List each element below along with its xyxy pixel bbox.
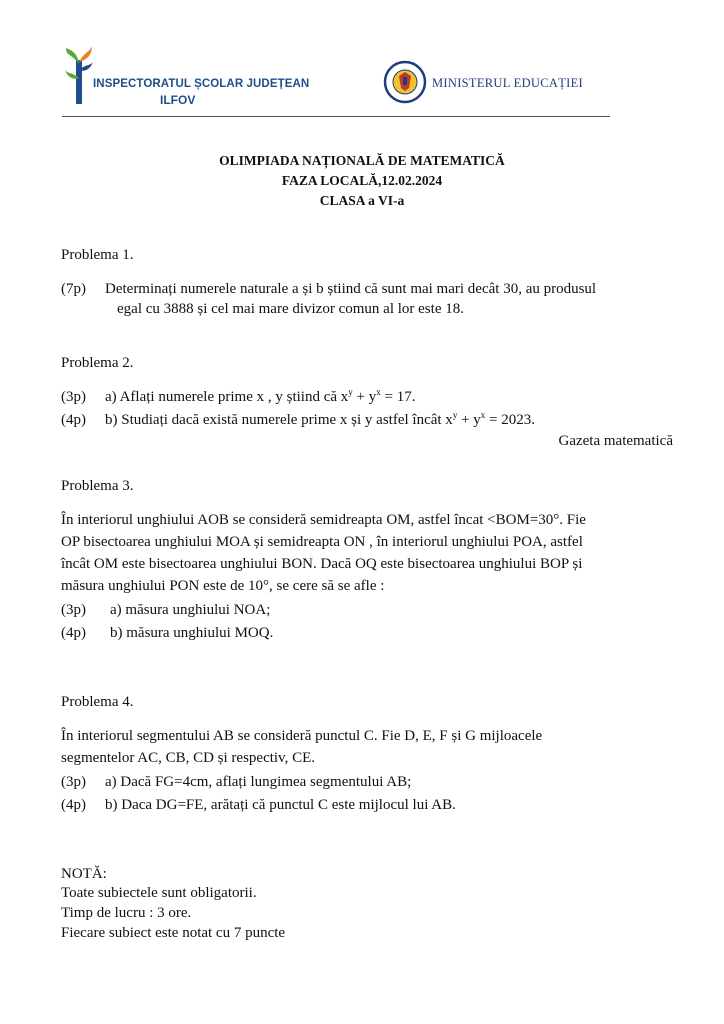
isj-name: INSPECTORATUL ȘCOLAR JUDEȚEAN <box>93 78 310 90</box>
problem-2b-text: b) Studiați dacă există numerele prime x și y astfel încât $x^y + y^x = 2023$. <box>105 410 535 428</box>
problem-2-source: Gazeta matematică <box>558 433 673 449</box>
government-seal-icon <box>383 60 427 104</box>
problem-3a-text: a) măsura unghiului NOA; <box>110 602 271 618</box>
problem-3b-text: b) măsura unghiului MOQ. <box>110 625 274 641</box>
problem-4-text-line2: segmentelor AC, CB, CD și respectiv, CE. <box>61 750 316 766</box>
note-heading: NOTĂ: <box>61 866 107 882</box>
problem-2a-text: a) Aflați numerele prime x , y știind că $x^y + y^x = 17$. <box>105 387 416 405</box>
problem-4a-text: a) Dacă FG=4cm, aflați lungimea segmentului AB; <box>105 774 412 790</box>
problem-2-heading: Problema 2. <box>61 355 134 371</box>
problem-4a-points: (3p) <box>61 774 86 790</box>
problem-1-points: (7p) <box>61 281 86 297</box>
problem-1-text-line2: egal cu 3888 și cel mai mare divizor comun al lor este 18. <box>117 301 464 317</box>
header-divider <box>62 116 610 117</box>
title-class: CLASA a VI-a <box>319 193 405 208</box>
problem-1-heading: Problema 1. <box>61 247 134 263</box>
problem-3-text-line3: încât OM este bisectoarea unghiului BON. Dacă OQ este bisectoarea unghiului BOP și <box>61 556 583 572</box>
title-phase: FAZA LOCALĂ,12.02.2024 <box>281 173 443 188</box>
note-line2: Timp de lucru : 3 ore. <box>61 905 192 921</box>
problem-4-text-line1: În interiorul segmentului AB se consideră punctul C. Fie D, E, F și G mijloacele <box>61 728 543 744</box>
problem-4b-points: (4p) <box>61 797 86 813</box>
problem-2a-points: (3p) <box>61 389 86 405</box>
problem-3-text-line2: OP bisectoarea unghiului MOA și semidreapta ON , în interiorul unghiului POA, astfel <box>61 534 583 550</box>
isj-logo-icon <box>64 46 94 106</box>
title-olympiad: OLIMPIADA NAȚIONALĂ DE MATEMATICĂ <box>219 153 505 168</box>
problem-1-text-line1: Determinați numerele naturale a și b știind că sunt mai mari decât 30, au produsul <box>105 281 597 297</box>
problem-3b-points: (4p) <box>61 625 86 641</box>
problem-3-text-line4: măsura unghiului PON este de 10°, se cere să se afle : <box>61 578 385 594</box>
note-line1: Toate subiectele sunt obligatorii. <box>61 885 257 901</box>
problem-3-text-line1: În interiorul unghiului AOB se consideră semidreapta OM, astfel încat <BOM=30°. Fie <box>61 512 586 528</box>
problem-3-heading: Problema 3. <box>61 478 134 494</box>
problem-4b-text: b) Daca DG=FE, arătați că punctul C este mijlocul lui AB. <box>105 797 456 813</box>
problem-4-heading: Problema 4. <box>61 694 134 710</box>
note-line3: Fiecare subiect este notat cu 7 puncte <box>61 925 286 941</box>
problem-2b-points: (4p) <box>61 412 86 428</box>
ministry-name: MINISTERUL EDUCAȚIEI <box>432 76 584 90</box>
problem-3a-points: (3p) <box>61 602 86 618</box>
isj-county: ILFOV <box>160 93 196 107</box>
